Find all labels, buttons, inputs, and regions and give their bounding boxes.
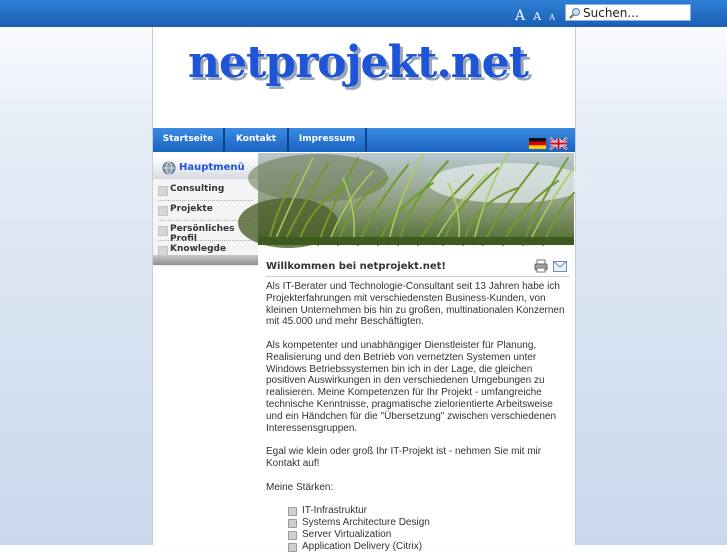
email-icon[interactable]	[553, 261, 567, 272]
strengths-list	[266, 505, 570, 552]
list-item: Systems Architecture Design	[288, 517, 570, 529]
page-container	[152, 27, 576, 552]
list-item: Application Delivery (Citrix)	[288, 541, 570, 552]
list-item: IT-Infrastruktur	[288, 505, 570, 517]
menu-bullet-icon	[158, 186, 168, 196]
title-divider	[266, 276, 570, 277]
sidebar-header	[153, 157, 258, 179]
search-box	[565, 4, 691, 21]
site-logo[interactable]: netprojekt.net	[188, 37, 528, 88]
sidebar-item-label: Projekte	[170, 204, 213, 214]
font-reset-button[interactable]: A	[533, 10, 542, 23]
menu-bullet-icon	[158, 206, 168, 216]
font-size-controls	[515, 5, 558, 24]
english-flag-icon[interactable]	[550, 138, 567, 149]
globe-icon	[162, 161, 176, 175]
font-increase-button[interactable]: A	[515, 8, 526, 24]
services-paragraph: Als kompetenter und unabhängiger Dienstleister für Planung, Realisierung und den Betrieb von vernetzten Systemen unter Windows Betriebssystemen bin ich in der Lage, die gleichen positiven Auswirkungen in den verschiedenen Umgebungen zu realisieren. Meine Kompetenzen für Ihr Projekt - umfangreiche technische Kenntnisse, pragmatische zielorientierte Arbeitsweise und ein Händchen für die "Übersetzung" zwischen verschiedenen Interessensgruppen.	[266, 339, 557, 434]
sidebar-item-label: Persönliches Profil	[170, 224, 235, 244]
nav-kontakt[interactable]: Kontakt	[225, 128, 289, 152]
list-item: Server Virtualization	[288, 529, 570, 541]
grass-banner-image	[258, 153, 574, 245]
german-flag-icon[interactable]	[529, 138, 546, 149]
page-title: Willkommen bei netprojekt.net!	[266, 261, 446, 272]
sidebar-title: Hauptmenü	[179, 162, 245, 173]
sidebar-menu	[153, 157, 258, 267]
sidebar-footer-bar	[153, 255, 258, 265]
font-decrease-button[interactable]: A	[549, 13, 556, 22]
nav-impressum[interactable]: Impressum	[289, 128, 367, 152]
strengths-heading: Meine Stärken:	[266, 481, 334, 493]
search-input[interactable]	[583, 5, 687, 20]
nav-startseite[interactable]: Startseite	[153, 128, 225, 152]
sidebar-item-label: Knowlegde	[170, 244, 227, 254]
intro-paragraph: Als IT-Berater und Technologie-Consultant seit 13 Jahren habe ich Projekterfahrungen mit verschiedensten Business-Kunden, von kleinen Unternehmen bis hin zu großen, multinationalen Konzernen mit 45.000 und mehr Beschäftigten.	[266, 281, 565, 328]
printer-icon[interactable]	[534, 259, 548, 273]
contact-paragraph: Egal wie klein oder groß Ihr IT-Projekt ist - nehmen Sie mit mir Kontakt auf!	[266, 446, 542, 469]
main-nav	[153, 128, 575, 152]
content-body	[266, 281, 570, 552]
sidebar-item-consulting[interactable]	[153, 181, 258, 201]
top-bar	[0, 0, 727, 27]
sidebar-item-label: Consulting	[170, 184, 225, 194]
menu-bullet-icon	[158, 226, 168, 236]
search-icon	[569, 7, 581, 19]
